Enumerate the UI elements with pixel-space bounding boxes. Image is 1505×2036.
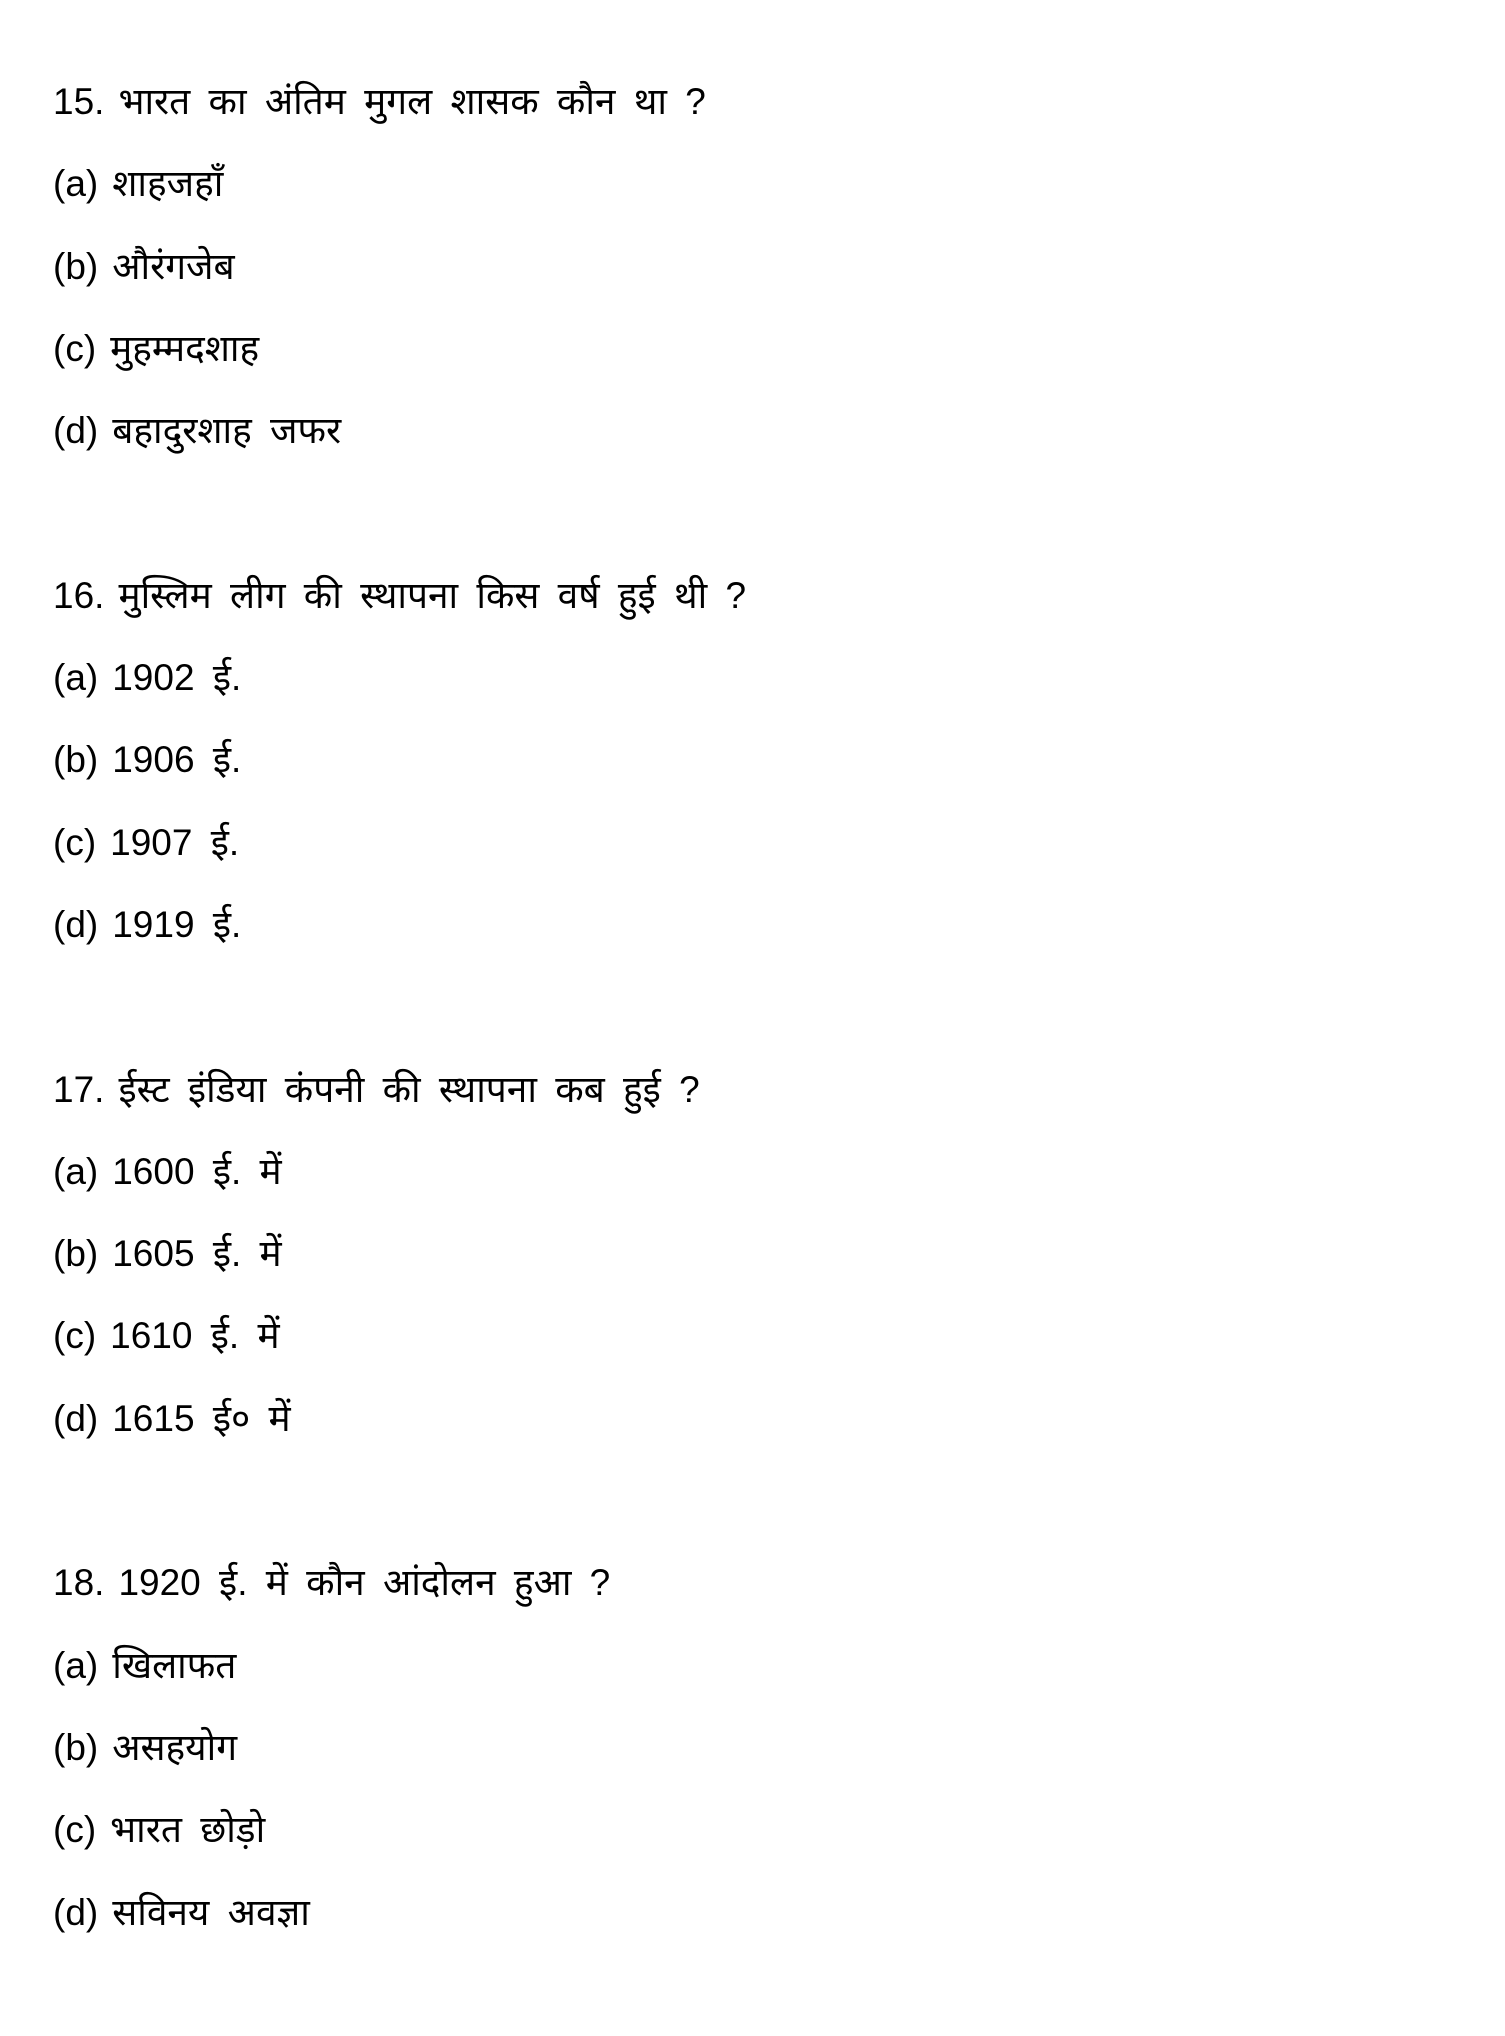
option-text: 1906 ई. bbox=[112, 739, 242, 781]
option-text: बहादुरशाह जफर bbox=[112, 410, 342, 452]
question-line bbox=[53, 61, 746, 143]
option-c bbox=[53, 1789, 746, 1871]
option-text: 1600 ई. में bbox=[112, 1150, 282, 1192]
option-letter: (d) bbox=[53, 1891, 99, 1933]
option-d bbox=[53, 390, 746, 472]
question-number: 15. bbox=[53, 81, 105, 122]
option-letter: (d) bbox=[53, 903, 99, 945]
option-letter: (c) bbox=[53, 1809, 97, 1851]
option-d bbox=[53, 1872, 746, 1954]
option-text: भारत छोड़ो bbox=[110, 1809, 266, 1851]
option-letter: (a) bbox=[53, 163, 99, 205]
option-c bbox=[53, 308, 746, 390]
option-letter: (a) bbox=[53, 1644, 99, 1686]
option-letter: (c) bbox=[53, 821, 97, 863]
option-text: मुहम्मदशाह bbox=[110, 327, 260, 369]
option-letter: (a) bbox=[53, 1150, 99, 1192]
option-text: औरंगजेब bbox=[112, 245, 235, 287]
option-d bbox=[53, 1378, 746, 1460]
option-a bbox=[53, 637, 746, 719]
question-line bbox=[53, 1542, 746, 1624]
option-letter: (b) bbox=[53, 1726, 99, 1768]
question-block bbox=[53, 1049, 746, 1460]
option-text: 1907 ई. bbox=[110, 821, 240, 863]
option-c bbox=[53, 1295, 746, 1377]
question-text: भारत का अंतिम मुगल शासक कौन था ? bbox=[118, 81, 706, 122]
question-text: मुस्लिम लीग की स्थापना किस वर्ष हुई थी ? bbox=[118, 574, 747, 616]
question-number: 17. bbox=[53, 1068, 105, 1110]
option-text: खिलाफत bbox=[112, 1644, 237, 1686]
question-line bbox=[53, 555, 746, 637]
option-letter: (c) bbox=[53, 327, 97, 369]
option-text: सविनय अवज्ञा bbox=[112, 1891, 310, 1933]
question-text: ईस्ट इंडिया कंपनी की स्थापना कब हुई ? bbox=[118, 1068, 700, 1110]
option-b bbox=[53, 226, 746, 308]
question-number: 18. bbox=[53, 1562, 105, 1604]
option-b bbox=[53, 719, 746, 801]
option-text: 1605 ई. में bbox=[112, 1233, 282, 1275]
option-a bbox=[53, 1625, 746, 1707]
question-text: 1920 ई. में कौन आंदोलन हुआ ? bbox=[118, 1562, 611, 1604]
option-b bbox=[53, 1707, 746, 1789]
question-number: 16. bbox=[53, 574, 105, 616]
question-block bbox=[53, 61, 746, 472]
option-text: 1902 ई. bbox=[112, 657, 242, 699]
option-text: 1615 ई० में bbox=[112, 1397, 291, 1439]
option-c bbox=[53, 802, 746, 884]
option-text: शाहजहाँ bbox=[112, 163, 224, 205]
option-letter: (b) bbox=[53, 1233, 99, 1275]
option-letter: (c) bbox=[53, 1315, 97, 1357]
option-letter: (d) bbox=[53, 1397, 99, 1439]
option-letter: (b) bbox=[53, 245, 99, 287]
question-line bbox=[53, 1049, 746, 1131]
option-letter: (a) bbox=[53, 657, 99, 699]
question-block bbox=[53, 555, 746, 966]
option-text: असहयोग bbox=[112, 1726, 238, 1768]
option-b bbox=[53, 1213, 746, 1295]
option-text: 1919 ई. bbox=[112, 903, 242, 945]
question-block bbox=[53, 1542, 746, 1953]
option-letter: (b) bbox=[53, 739, 99, 781]
option-d bbox=[53, 884, 746, 966]
option-a bbox=[53, 143, 746, 225]
option-a bbox=[53, 1131, 746, 1213]
question-sheet bbox=[53, 61, 746, 2036]
option-text: 1610 ई. में bbox=[110, 1315, 280, 1357]
option-letter: (d) bbox=[53, 410, 99, 452]
